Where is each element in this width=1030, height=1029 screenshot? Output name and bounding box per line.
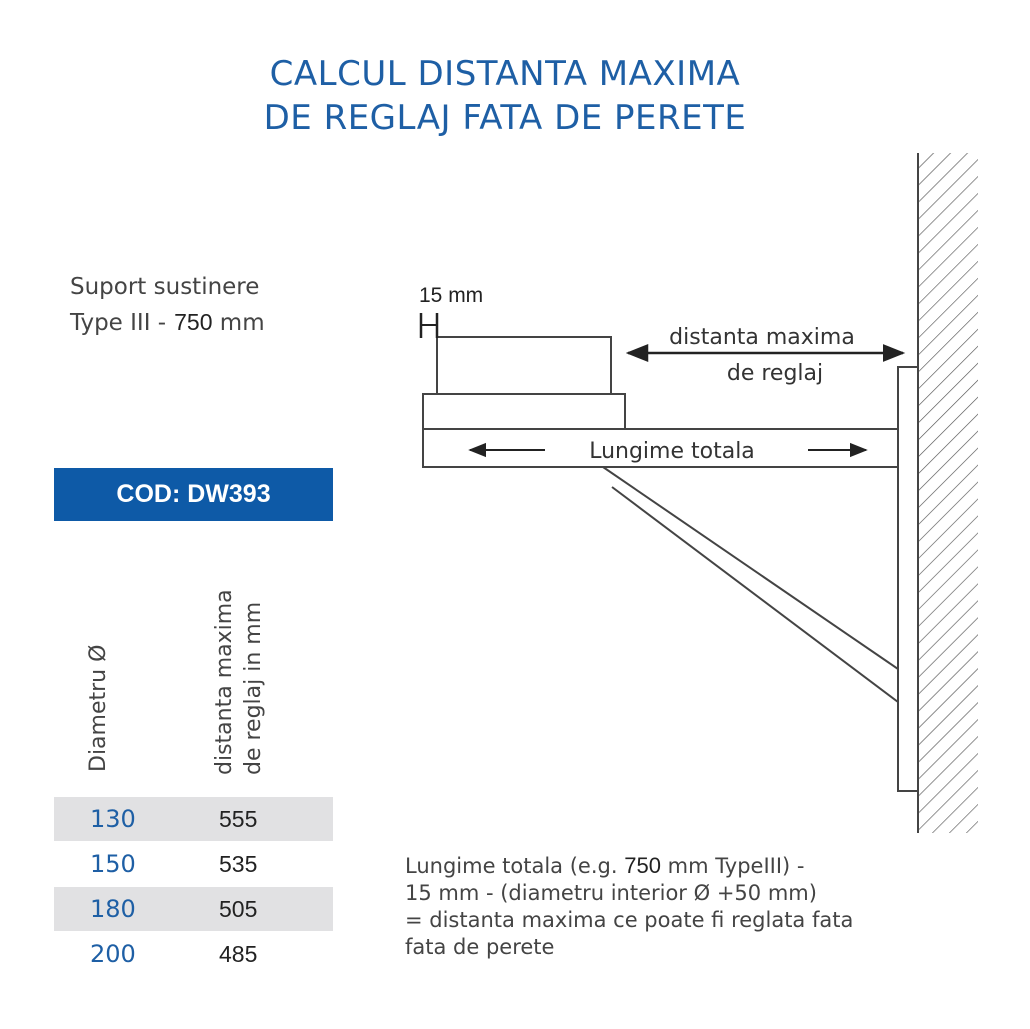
gap-label: 15 mm xyxy=(419,284,484,307)
formula-line-3: = distanta maxima ce poate fi reglata fata xyxy=(405,908,854,932)
formula-line-1 xyxy=(405,852,853,880)
product-code-banner: COD: DW393 xyxy=(54,468,333,521)
formula-line-1-prefix: Lungime totala (e.g. xyxy=(405,854,618,878)
title-line-2: DE REGLAJ FATA DE PERETE xyxy=(263,98,747,138)
wall-hatch xyxy=(918,153,978,833)
distance-cell: 485 xyxy=(219,940,258,967)
formula-line-2: 15 mm - (diametru interior Ø +50 mm) xyxy=(405,881,817,905)
formula-text xyxy=(405,852,853,961)
diameter-cell: 130 xyxy=(90,805,136,833)
diameter-cell: 150 xyxy=(90,850,136,878)
wall-plate xyxy=(898,367,918,791)
total-length-label: Lungime totala xyxy=(589,439,755,464)
distance-cell: 535 xyxy=(219,850,258,877)
distance-label-line-1: distanta maxima xyxy=(669,325,855,350)
formula-line-1-value: 750 xyxy=(624,853,661,878)
distance-cell: 555 xyxy=(219,805,258,832)
clamp-base xyxy=(423,394,625,429)
strut-upper-edge xyxy=(603,467,898,669)
strut-lower-edge xyxy=(612,487,898,702)
column-header-diameter: Diametru Ø xyxy=(86,644,111,772)
support-type: Type III - xyxy=(70,310,167,336)
column-header-distance-line-2: de reglaj in mm xyxy=(241,601,266,775)
title-line-1: CALCUL DISTANTA MAXIMA xyxy=(269,54,741,94)
diameter-cell: 180 xyxy=(90,895,136,923)
column-header-distance-line-1: distanta maxima xyxy=(212,589,237,775)
distance-label-line-2: de reglaj xyxy=(726,361,824,386)
diameter-cell: 200 xyxy=(90,940,136,968)
distance-cell: 505 xyxy=(219,895,258,922)
support-line-1: Suport sustinere xyxy=(70,274,260,300)
support-unit: mm xyxy=(219,310,265,336)
support-length: 750 xyxy=(174,309,213,335)
pipe-block xyxy=(437,337,611,394)
formula-line-1-suffix: mm TypeIII) - xyxy=(667,854,805,878)
formula-line-4: fata de perete xyxy=(405,935,555,959)
